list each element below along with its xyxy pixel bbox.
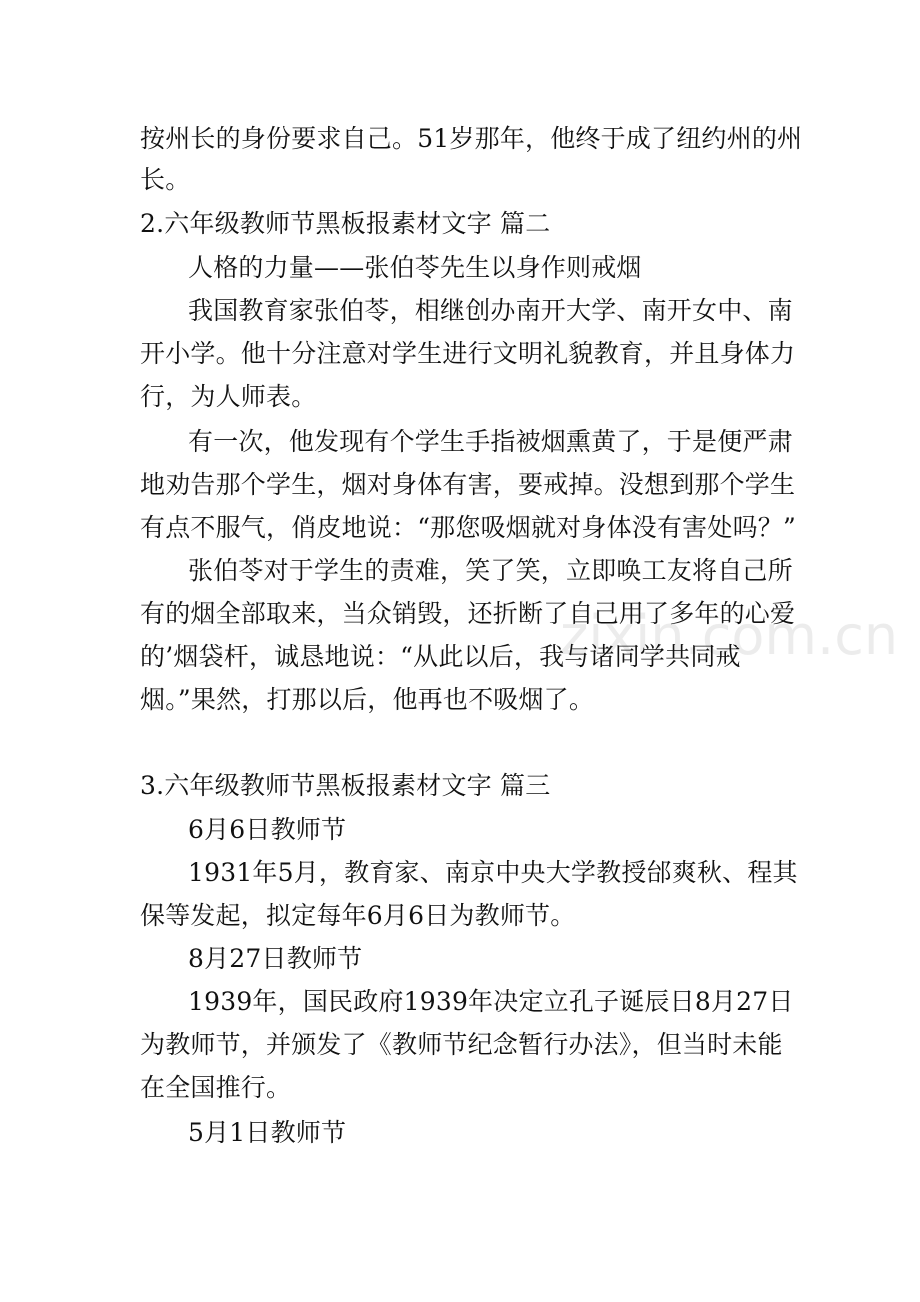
section-heading: 3.六年级教师节黑板报素材文字 篇三 bbox=[140, 771, 551, 800]
paragraph-line: 我国教育家张伯苓，相继创办南开大学、南开女中、南 bbox=[188, 296, 793, 325]
paragraph-line: 为教师节，并颁发了《教师节纪念暂行办法》，但当时未能 bbox=[140, 1030, 783, 1059]
paragraph-line: 开小学。他十分注意对学生进行文明礼貌教育，并且身体力 bbox=[140, 339, 796, 368]
paragraph-line: 1939年，国民政府1939年决定立孔子诞辰日8月27日 bbox=[188, 987, 794, 1016]
paragraph-line: 行，为人师表。 bbox=[140, 382, 317, 411]
paragraph-line: 张伯苓对于学生的责难，笑了笑，立即唤工友将自己所 bbox=[188, 556, 793, 585]
subheading: 人格的力量——张伯苓先生以身作则戒烟 bbox=[188, 253, 642, 282]
watermark: zixin.com.cn bbox=[560, 604, 899, 667]
paragraph-line: 1931年5月，教育家、南京中央大学教授邰爽秋、程其 bbox=[188, 858, 798, 887]
paragraph-line: 在全国推行。 bbox=[140, 1073, 292, 1102]
paragraph-line: 保等发起，拟定每年6月6日为教师节。 bbox=[140, 901, 576, 930]
paragraph-line: 长。 bbox=[140, 165, 191, 194]
paragraph-line: 烟。”果然，打那以后，他再也不吸烟了。 bbox=[140, 685, 595, 714]
subheading: 8月27日教师节 bbox=[188, 944, 363, 973]
paragraph-line: 有一次，他发现有个学生手指被烟熏黄了，于是便严肃 bbox=[188, 427, 793, 456]
paragraph-line: 按州长的身份要求自己。51岁那年，他终于成了纽约州的州 bbox=[140, 124, 803, 153]
subheading: 6月6日教师节 bbox=[188, 815, 347, 844]
paragraph-line: 有点不服气，俏皮地说：“那您吸烟就对身体没有害处吗？” bbox=[140, 513, 796, 542]
paragraph-line: 地劝告那个学生，烟对身体有害，要戒掉。没想到那个学生 bbox=[140, 470, 796, 499]
paragraph-line: 的’烟袋杆，诚恳地说：“从此以后，我与诸同学共同戒 bbox=[140, 642, 741, 671]
subheading: 5月1日教师节 bbox=[188, 1118, 347, 1147]
section-heading: 2.六年级教师节黑板报素材文字 篇二 bbox=[140, 209, 551, 238]
paragraph-line: 有的烟全部取来，当众销毁，还折断了自己用了多年的心爱 bbox=[140, 599, 796, 628]
